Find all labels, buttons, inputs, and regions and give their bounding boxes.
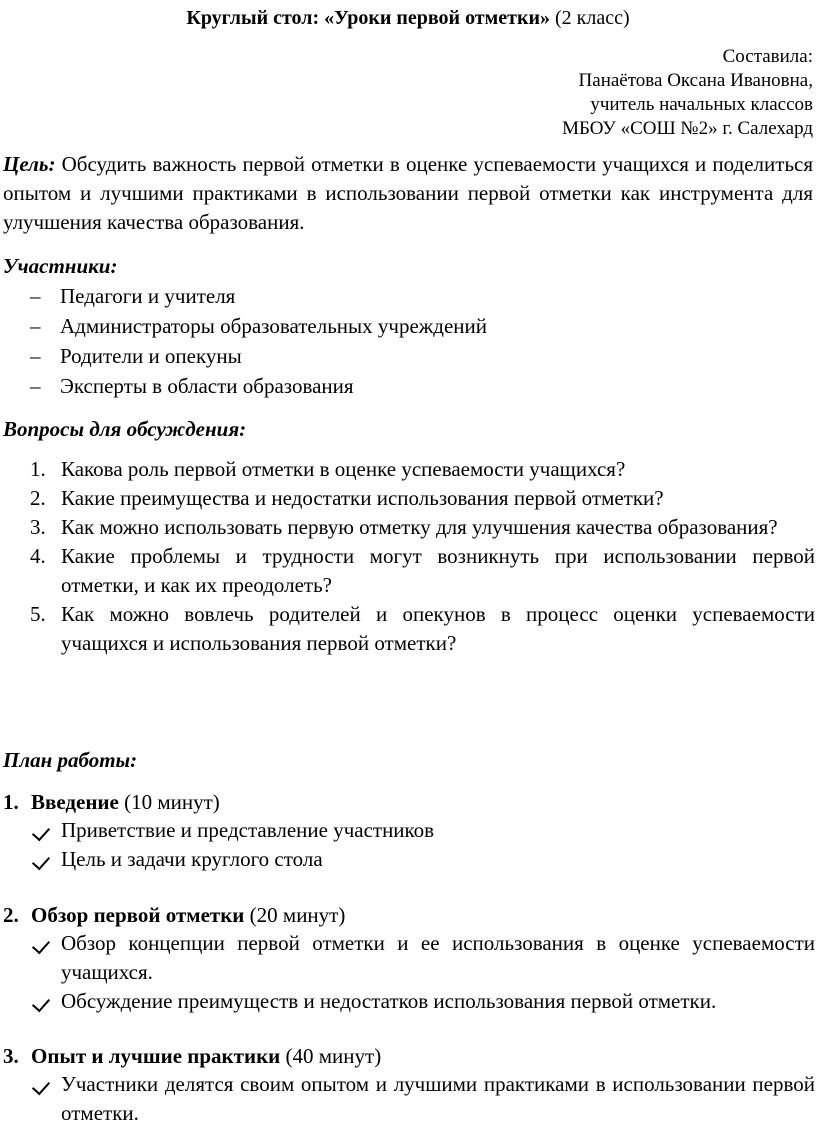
list-item [30,513,815,542]
question-text: Как можно вовлечь родителей и опекунов в процесс оценки успеваемости учащихся и использования первой отметки? [61,602,815,655]
list-item [30,484,815,513]
participants-heading: Участники: [3,254,118,278]
checkmark-icon [33,987,49,1016]
plan-step-number: 2. [3,903,19,927]
list-item [33,929,815,987]
plan-heading: План работы: [3,748,138,772]
plan-step-items [33,1070,815,1128]
list-item [30,281,810,311]
plan-step-heading [3,1041,813,1071]
question-number: 5. [30,602,46,626]
goal-label: Цель: [3,152,56,176]
list-item [33,845,815,874]
title-bold: Круглый стол: «Уроки первой отметки» [186,7,551,29]
list-item [30,311,810,341]
dash-marker: – [30,374,41,398]
plan-step-duration: (20 минут) [244,903,346,927]
plan-step-items [33,816,815,874]
plan-step-name: Опыт и лучшие практики [31,1044,281,1068]
author-block [562,45,813,141]
author-line: учитель начальных классов [590,94,813,115]
list-item [30,600,815,658]
plan-item-text: Обсуждение преимуществ и недостатков использования первой отметки. [61,989,717,1013]
plan-item-text: Приветствие и представление участников [61,818,435,842]
plan-step-heading [3,787,813,817]
title-grade: (2 класс) [550,7,630,29]
participant-text: Родители и опекуны [60,344,242,368]
list-item [33,1070,815,1128]
question-number: 4. [30,544,46,568]
dash-marker: – [30,284,41,308]
checkmark-icon [33,816,49,845]
question-number: 3. [30,515,46,539]
checkmark-icon [33,1070,49,1099]
question-number: 1. [30,457,46,481]
list-item [30,341,810,371]
question-text: Какие преимущества и недостатки использования первой отметки? [61,486,664,510]
plan-step-number: 3. [3,1044,19,1068]
goal-paragraph [3,150,813,237]
plan-step-name: Введение [31,790,119,814]
goal-text: Обсудить важность первой отметки в оценке успеваемости учащихся и поделиться опытом и лучшими практиками в использовании первой отметки как инструмента для улучшения качества образования. [3,152,813,234]
plan-step-heading [3,900,813,930]
question-text: Какие проблемы и трудности могут возникнуть при использовании первой отметки, и как их преодолеть? [61,544,815,597]
participant-text: Администраторы образовательных учреждений [60,314,488,338]
plan-step-name: Обзор первой отметки [31,903,245,927]
checkmark-icon [33,845,49,874]
questions-heading: Вопросы для обсуждения: [3,417,247,441]
plan-step-duration: (10 минут) [118,790,220,814]
plan-step-number: 1. [3,790,19,814]
question-number: 2. [30,486,46,510]
plan-step-duration: (40 минут) [280,1044,382,1068]
participants-list [30,281,810,401]
dash-marker: – [30,344,41,368]
list-item [30,542,815,600]
dash-marker: – [30,314,41,338]
plan-step-items [33,929,815,1016]
list-item [30,371,810,401]
author-line: Панаётова Оксана Ивановна, [578,70,813,91]
question-text: Какова роль первой отметки в оценке успеваемости учащихся? [61,457,626,481]
plan-item-text: Цель и задачи круглого стола [61,847,323,871]
questions-list [30,455,815,658]
plan-item-text: Обзор концепции первой отметки и ее использования в оценке успеваемости учащихся. [61,931,815,984]
checkmark-icon [33,929,49,958]
list-item [33,816,815,845]
author-line: Составила: [722,46,813,67]
question-text: Как можно использовать первую отметку для улучшения качества образования? [61,515,778,539]
participant-text: Эксперты в области образования [60,374,354,398]
list-item [33,987,815,1016]
author-line: МБОУ «СОШ №2» г. Салехард [562,118,813,139]
document-title [0,3,816,33]
participant-text: Педагоги и учителя [60,284,236,308]
list-item [30,455,815,484]
plan-item-text: Участники делятся своим опытом и лучшими практиками в использовании первой отметки. [61,1072,815,1125]
